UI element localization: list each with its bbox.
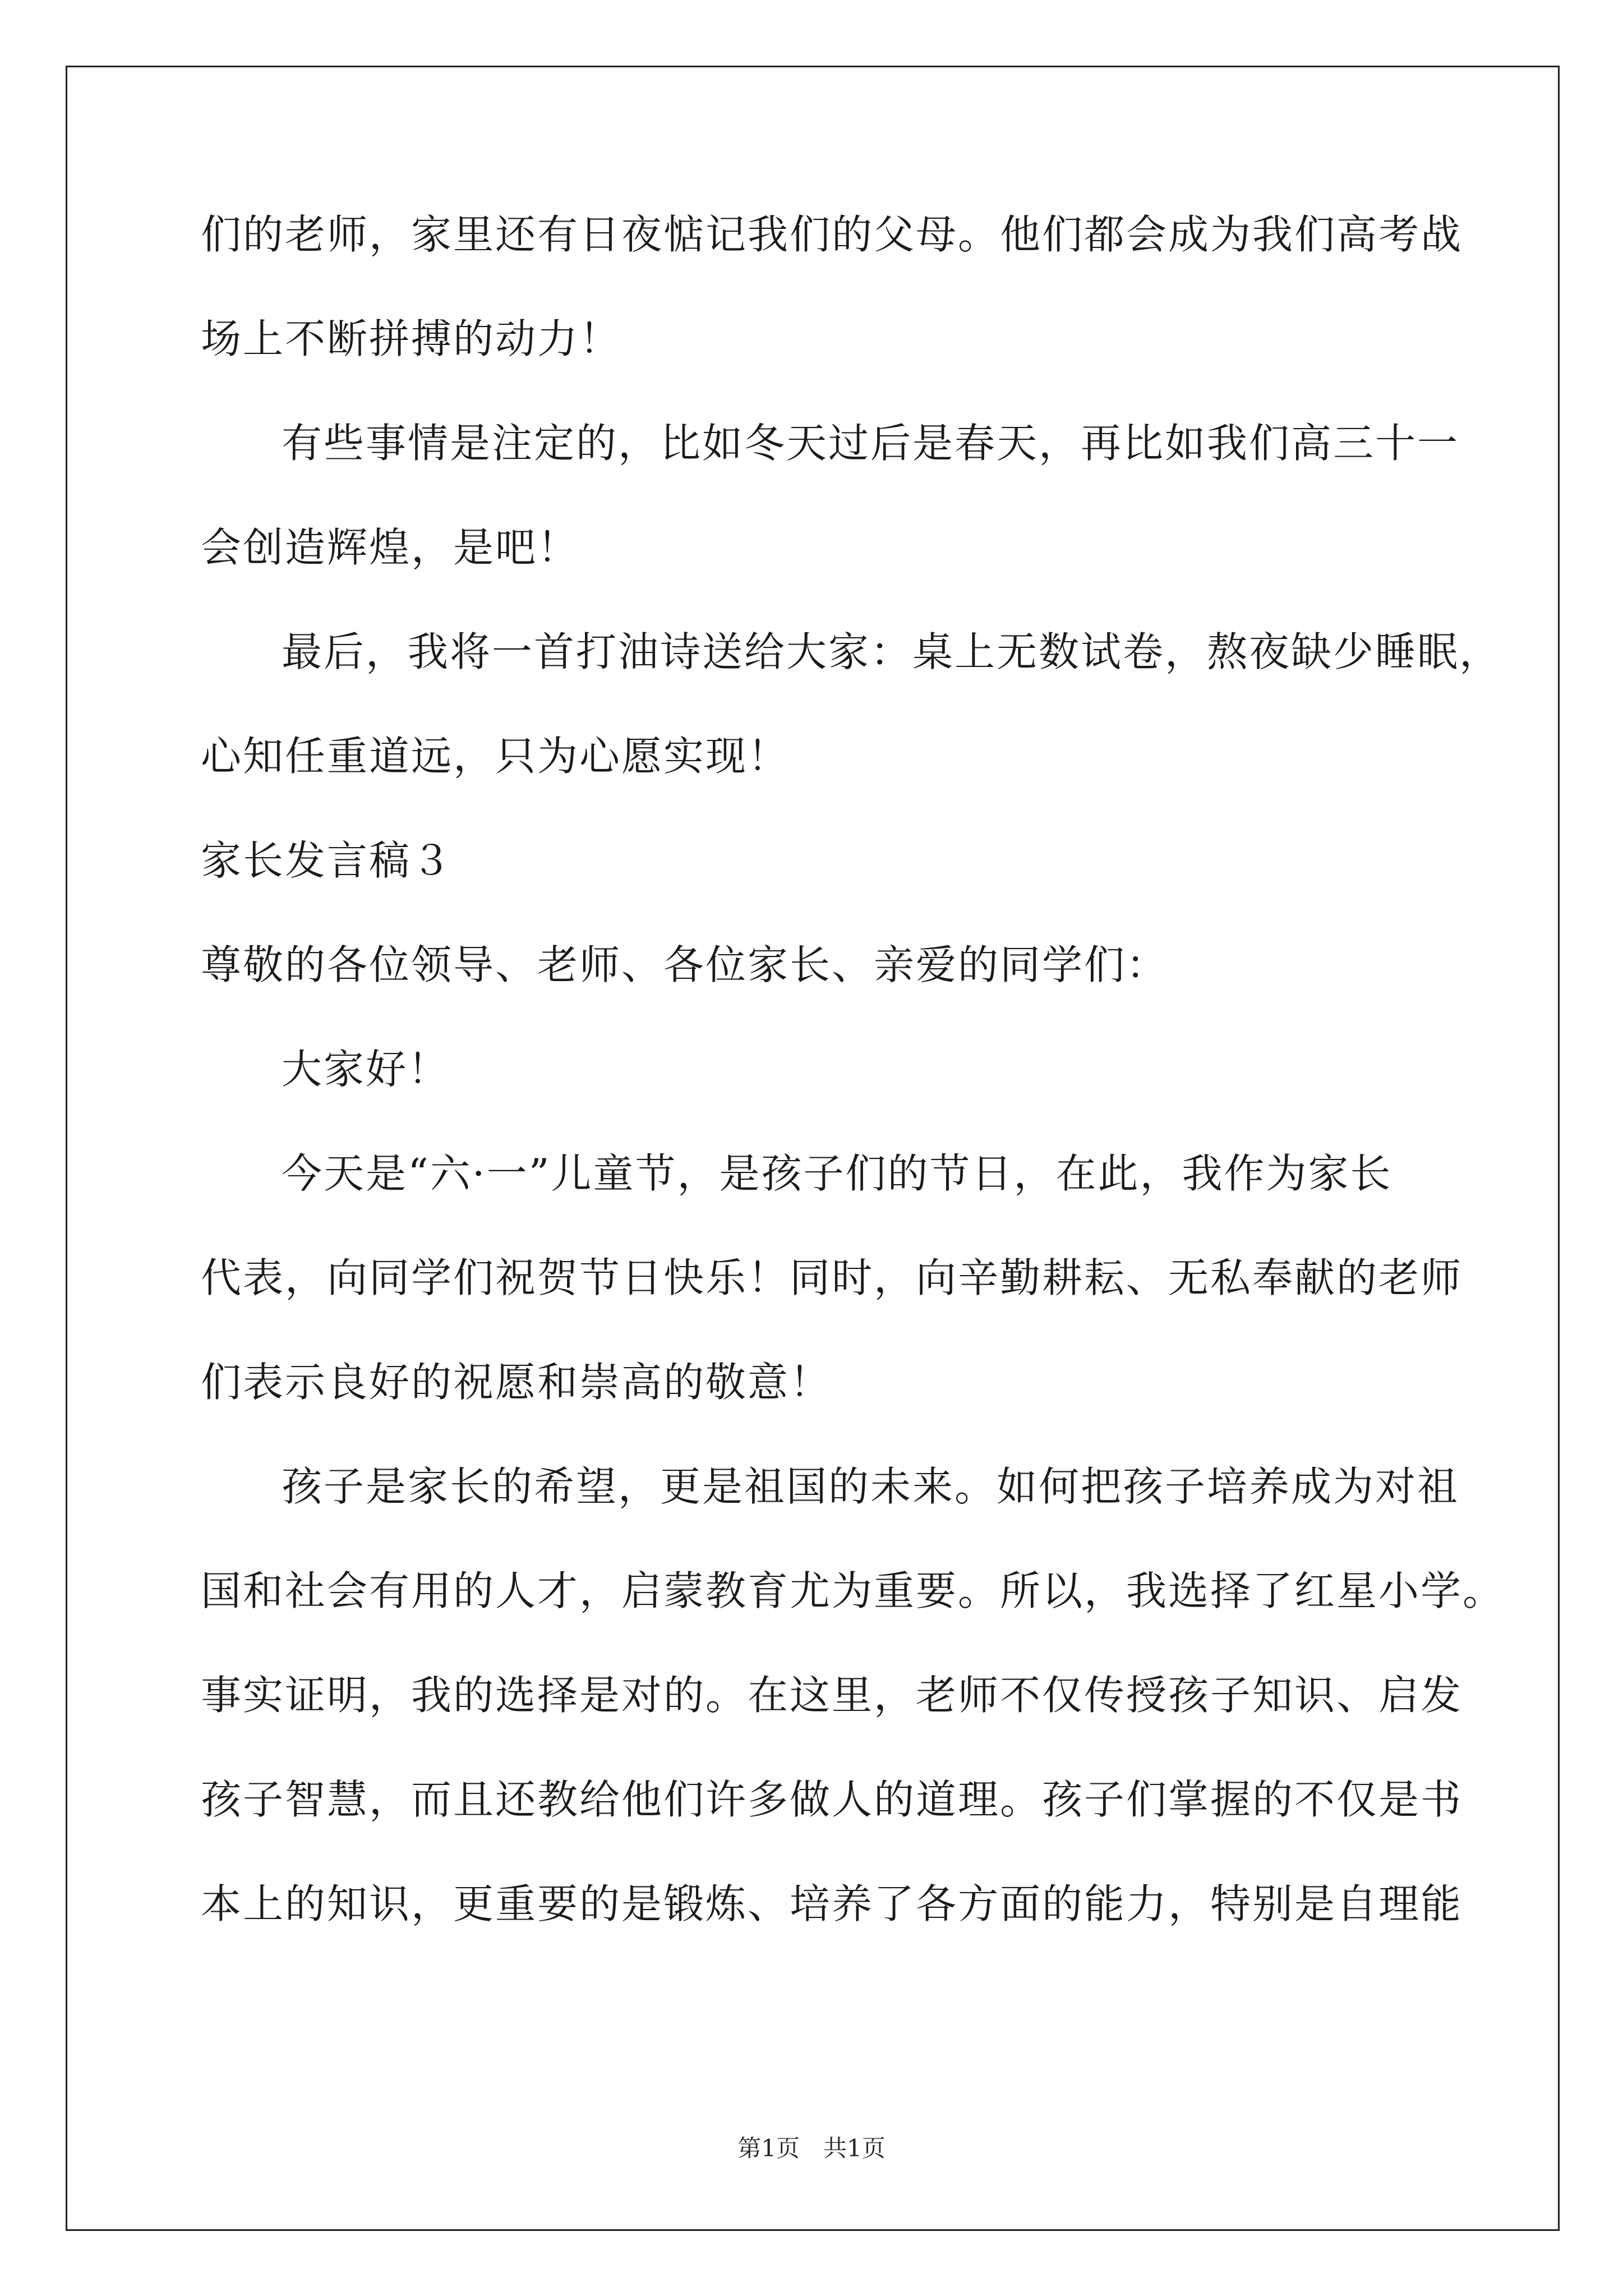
greeting: 大家好！ [282,1046,450,1093]
text-line: 心知任重道远，只为心愿实现！ [201,733,790,780]
text-line: 孩子是家长的希望，更是祖国的未来。如何把孩子培养成为对祖 [282,1463,1460,1510]
text-line: 场上不断拼搏的动力！ [201,315,622,362]
text-line: 国和社会有用的人才，启蒙教育尤为重要。所以，我选择了红星小学。 [201,1567,1505,1614]
text-line: 孩子智慧，而且还教给他们许多做人的道理。孩子们掌握的不仅是书 [201,1776,1463,1823]
page-number: 第1页 共1页 [737,2134,886,2162]
text-line: 今天是“六·一”儿童节，是孩子们的节日，在此，我作为家长 [282,1150,1393,1197]
text-line: 最后，我将一首打油诗送给大家：桌上无数试卷，熬夜缺少睡眠， [282,628,1502,675]
text-line: 有些事情是注定的，比如冬天过后是春天，再比如我们高三十一 [282,420,1460,467]
text-line: 代表，向同学们祝贺节日快乐！同时，向辛勤耕耘、无私奉献的老师 [201,1254,1463,1301]
text-line: 们的老师，家里还有日夜惦记我们的父母。他们都会成为我们高考战 [201,211,1463,258]
text-line: 事实证明，我的选择是对的。在这里，老师不仅传授孩子知识、启发 [201,1672,1463,1719]
salutation: 尊敬的各位领导、老师、各位家长、亲爱的同学们： [201,941,1169,988]
section-heading: 家长发言稿３ [201,837,454,884]
text-line: 本上的知识，更重要的是锻炼、培养了各方面的能力，特别是自理能 [201,1880,1463,1927]
text-line: 会创造辉煌，是吧！ [201,524,580,571]
text-line: 们表示良好的祝愿和崇高的敬意！ [201,1359,832,1406]
